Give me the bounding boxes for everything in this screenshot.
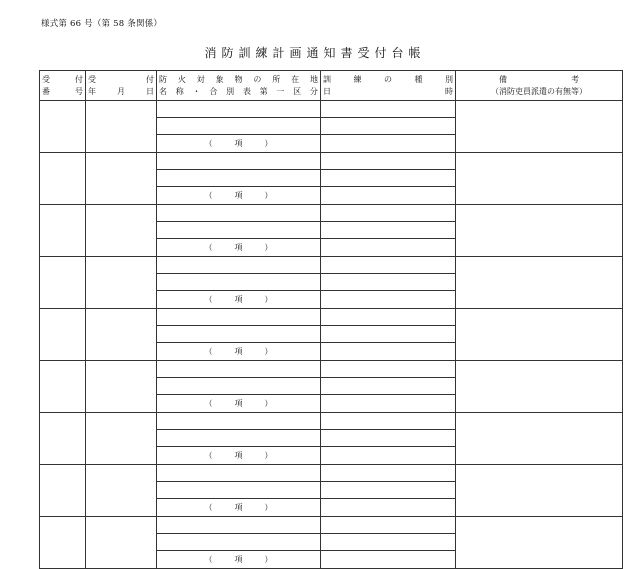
training-type-cell[interactable] bbox=[321, 430, 456, 447]
item-label-open: （ bbox=[204, 555, 213, 564]
target-category-cell[interactable] bbox=[157, 343, 321, 361]
training-datetime-cell[interactable] bbox=[321, 239, 456, 257]
target-name-cell[interactable] bbox=[157, 118, 321, 135]
item-label-text: 項 bbox=[234, 191, 243, 200]
header-line bbox=[157, 86, 320, 98]
item-label-close: ） bbox=[264, 451, 273, 460]
target-category-cell[interactable] bbox=[157, 395, 321, 413]
target-location-cell[interactable] bbox=[157, 517, 321, 534]
item-label-close: ） bbox=[264, 295, 273, 304]
target-category-cell[interactable] bbox=[157, 239, 321, 257]
training-datetime-cell[interactable] bbox=[321, 499, 456, 517]
header-char: の bbox=[384, 74, 392, 84]
header-char: 防 bbox=[159, 74, 167, 84]
receipt-no-cell[interactable] bbox=[40, 465, 86, 517]
item-label-text: 項 bbox=[234, 347, 243, 356]
header-char: 年 bbox=[88, 86, 96, 96]
item-label-open: （ bbox=[204, 295, 213, 304]
ledger-table bbox=[39, 70, 623, 569]
remarks-cell[interactable] bbox=[456, 361, 623, 413]
header-char: 第 bbox=[259, 86, 268, 96]
receipt-no-cell[interactable] bbox=[40, 361, 86, 413]
training-type-cell[interactable] bbox=[321, 153, 456, 170]
header-target bbox=[157, 71, 321, 101]
table-row bbox=[40, 101, 623, 118]
header-char: 分 bbox=[309, 86, 318, 96]
item-label-text: 項 bbox=[234, 451, 243, 460]
target-name-cell[interactable] bbox=[157, 326, 321, 343]
remarks-cell[interactable] bbox=[456, 309, 623, 361]
item-label-close: ） bbox=[264, 503, 273, 512]
target-name-cell[interactable] bbox=[157, 430, 321, 447]
item-label-text: 項 bbox=[234, 139, 243, 148]
training-type-cell[interactable] bbox=[321, 413, 456, 430]
header-char: 対 bbox=[196, 74, 205, 84]
training-datetime-cell[interactable] bbox=[321, 447, 456, 465]
received-date-cell[interactable] bbox=[86, 257, 157, 309]
header-line bbox=[40, 86, 85, 98]
document-title: 消防訓練計画通知書受付台帳 bbox=[204, 46, 426, 60]
target-location-cell[interactable] bbox=[157, 205, 321, 222]
header-line bbox=[40, 74, 85, 86]
table-row bbox=[40, 465, 623, 482]
table-row bbox=[40, 257, 623, 274]
target-name-cell[interactable] bbox=[157, 222, 321, 239]
header-line bbox=[321, 74, 455, 86]
header-training bbox=[321, 71, 456, 101]
table-row bbox=[40, 309, 623, 326]
item-label-close: ） bbox=[264, 555, 273, 564]
item-label-close: ） bbox=[264, 191, 273, 200]
header-char: 地 bbox=[310, 74, 318, 84]
header-char: 訓 bbox=[323, 74, 331, 84]
training-type-cell[interactable] bbox=[321, 309, 456, 326]
receipt-no-cell[interactable] bbox=[40, 153, 86, 205]
header-line bbox=[86, 74, 156, 86]
header-remarks bbox=[456, 71, 623, 101]
header-char: ・ bbox=[192, 86, 201, 96]
item-label-close: ） bbox=[264, 347, 273, 356]
target-name-cell[interactable] bbox=[157, 482, 321, 499]
receipt-no-cell[interactable] bbox=[40, 257, 86, 309]
header-received-date bbox=[86, 71, 157, 101]
target-location-cell[interactable] bbox=[157, 309, 321, 326]
remarks-cell[interactable] bbox=[456, 205, 623, 257]
header-line: 備 考 bbox=[499, 74, 579, 84]
training-type-cell[interactable] bbox=[321, 205, 456, 222]
item-label-text: 項 bbox=[234, 555, 243, 564]
item-label-text: 項 bbox=[234, 503, 243, 512]
training-datetime-cell[interactable] bbox=[321, 395, 456, 413]
item-label-open: （ bbox=[204, 243, 213, 252]
header-char: 練 bbox=[353, 74, 362, 84]
header-row bbox=[40, 71, 623, 101]
item-label-open: （ bbox=[204, 503, 213, 512]
header-char: 区 bbox=[293, 86, 302, 96]
item-label-close: ） bbox=[264, 243, 273, 252]
received-date-cell[interactable] bbox=[86, 153, 157, 205]
training-type-cell[interactable] bbox=[321, 222, 456, 239]
target-location-cell[interactable] bbox=[157, 413, 321, 430]
header-line bbox=[157, 74, 320, 86]
header-receipt-no bbox=[40, 71, 86, 101]
item-label-open: （ bbox=[204, 139, 213, 148]
item-label-text: 項 bbox=[234, 243, 243, 252]
target-location-cell[interactable] bbox=[157, 153, 321, 170]
header-char: 付 bbox=[146, 74, 154, 84]
header-char: 月 bbox=[117, 86, 125, 96]
training-type-cell[interactable] bbox=[321, 326, 456, 343]
target-location-cell[interactable] bbox=[157, 257, 321, 274]
header-char: 別 bbox=[226, 86, 235, 96]
training-type-cell[interactable] bbox=[321, 361, 456, 378]
remarks-cell[interactable] bbox=[456, 465, 623, 517]
receipt-no-cell[interactable] bbox=[40, 205, 86, 257]
target-category-cell[interactable] bbox=[157, 135, 321, 153]
header-char: 番 bbox=[42, 86, 50, 96]
item-label-open: （ bbox=[204, 451, 213, 460]
target-category-cell[interactable] bbox=[157, 291, 321, 309]
target-category-cell[interactable] bbox=[157, 551, 321, 569]
training-type-cell[interactable] bbox=[321, 274, 456, 291]
target-category-cell[interactable] bbox=[157, 187, 321, 205]
remarks-cell[interactable] bbox=[456, 517, 623, 569]
header-char: 付 bbox=[75, 74, 83, 84]
header-char: 別 bbox=[445, 74, 453, 84]
item-label-text: 項 bbox=[234, 295, 243, 304]
header-char: 合 bbox=[209, 86, 218, 96]
table-row bbox=[40, 413, 623, 430]
target-location-cell[interactable] bbox=[157, 101, 321, 118]
training-type-cell[interactable] bbox=[321, 465, 456, 482]
receipt-no-cell[interactable] bbox=[40, 309, 86, 361]
target-name-cell[interactable] bbox=[157, 170, 321, 187]
target-location-cell[interactable] bbox=[157, 361, 321, 378]
receipt-no-cell[interactable] bbox=[40, 517, 86, 569]
remarks-cell[interactable] bbox=[456, 153, 623, 205]
training-type-cell[interactable] bbox=[321, 257, 456, 274]
table-row bbox=[40, 361, 623, 378]
header-line bbox=[321, 86, 455, 98]
training-type-cell[interactable] bbox=[321, 378, 456, 395]
training-type-cell[interactable] bbox=[321, 482, 456, 499]
item-label-open: （ bbox=[204, 399, 213, 408]
header-char: 所 bbox=[272, 74, 281, 84]
training-type-cell[interactable] bbox=[321, 170, 456, 187]
table-row bbox=[40, 153, 623, 170]
header-char: 名 bbox=[159, 86, 167, 96]
training-type-cell[interactable] bbox=[321, 101, 456, 118]
training-datetime-cell[interactable] bbox=[321, 135, 456, 153]
training-datetime-cell[interactable] bbox=[321, 343, 456, 361]
target-name-cell[interactable] bbox=[157, 534, 321, 551]
training-type-cell[interactable] bbox=[321, 534, 456, 551]
training-datetime-cell[interactable] bbox=[321, 291, 456, 309]
header-char: 称 bbox=[175, 86, 184, 96]
receipt-no-cell[interactable] bbox=[40, 101, 86, 153]
target-location-cell[interactable] bbox=[157, 465, 321, 482]
target-name-cell[interactable] bbox=[157, 274, 321, 291]
header-char: 一 bbox=[276, 86, 285, 96]
item-label-close: ） bbox=[264, 139, 273, 148]
header-line: （消防吏員派遣の有無等） bbox=[491, 86, 587, 96]
table-row bbox=[40, 517, 623, 534]
header-char: 日 bbox=[323, 86, 331, 96]
item-label-open: （ bbox=[204, 191, 213, 200]
target-name-cell[interactable] bbox=[157, 378, 321, 395]
header-char: 種 bbox=[414, 74, 423, 84]
training-type-cell[interactable] bbox=[321, 118, 456, 135]
item-label-text: 項 bbox=[234, 399, 243, 408]
received-date-cell[interactable] bbox=[86, 465, 157, 517]
header-char: 火 bbox=[177, 74, 186, 84]
received-date-cell[interactable] bbox=[86, 205, 157, 257]
header-char: 在 bbox=[291, 74, 300, 84]
item-label-close: ） bbox=[264, 399, 273, 408]
training-datetime-cell[interactable] bbox=[321, 551, 456, 569]
header-char: 日 bbox=[146, 86, 154, 96]
header-line bbox=[86, 86, 156, 98]
header-char: の bbox=[253, 74, 262, 84]
training-datetime-cell[interactable] bbox=[321, 187, 456, 205]
received-date-cell[interactable] bbox=[86, 517, 157, 569]
header-char: 受 bbox=[88, 74, 96, 84]
header-char: 象 bbox=[215, 74, 224, 84]
received-date-cell[interactable] bbox=[86, 309, 157, 361]
received-date-cell[interactable] bbox=[86, 361, 157, 413]
target-category-cell[interactable] bbox=[157, 499, 321, 517]
form-number-label: 様式第 66 号（第 58 条関係） bbox=[41, 19, 163, 29]
training-type-cell[interactable] bbox=[321, 517, 456, 534]
header-char: 受 bbox=[42, 74, 50, 84]
item-label-open: （ bbox=[204, 347, 213, 356]
header-char: 時 bbox=[445, 86, 453, 96]
remarks-cell[interactable] bbox=[456, 101, 623, 153]
received-date-cell[interactable] bbox=[86, 101, 157, 153]
table-row bbox=[40, 205, 623, 222]
target-category-cell[interactable] bbox=[157, 447, 321, 465]
header-char: 表 bbox=[242, 86, 251, 96]
header-char: 号 bbox=[75, 86, 83, 96]
header-char: 物 bbox=[234, 74, 243, 84]
remarks-cell[interactable] bbox=[456, 257, 623, 309]
